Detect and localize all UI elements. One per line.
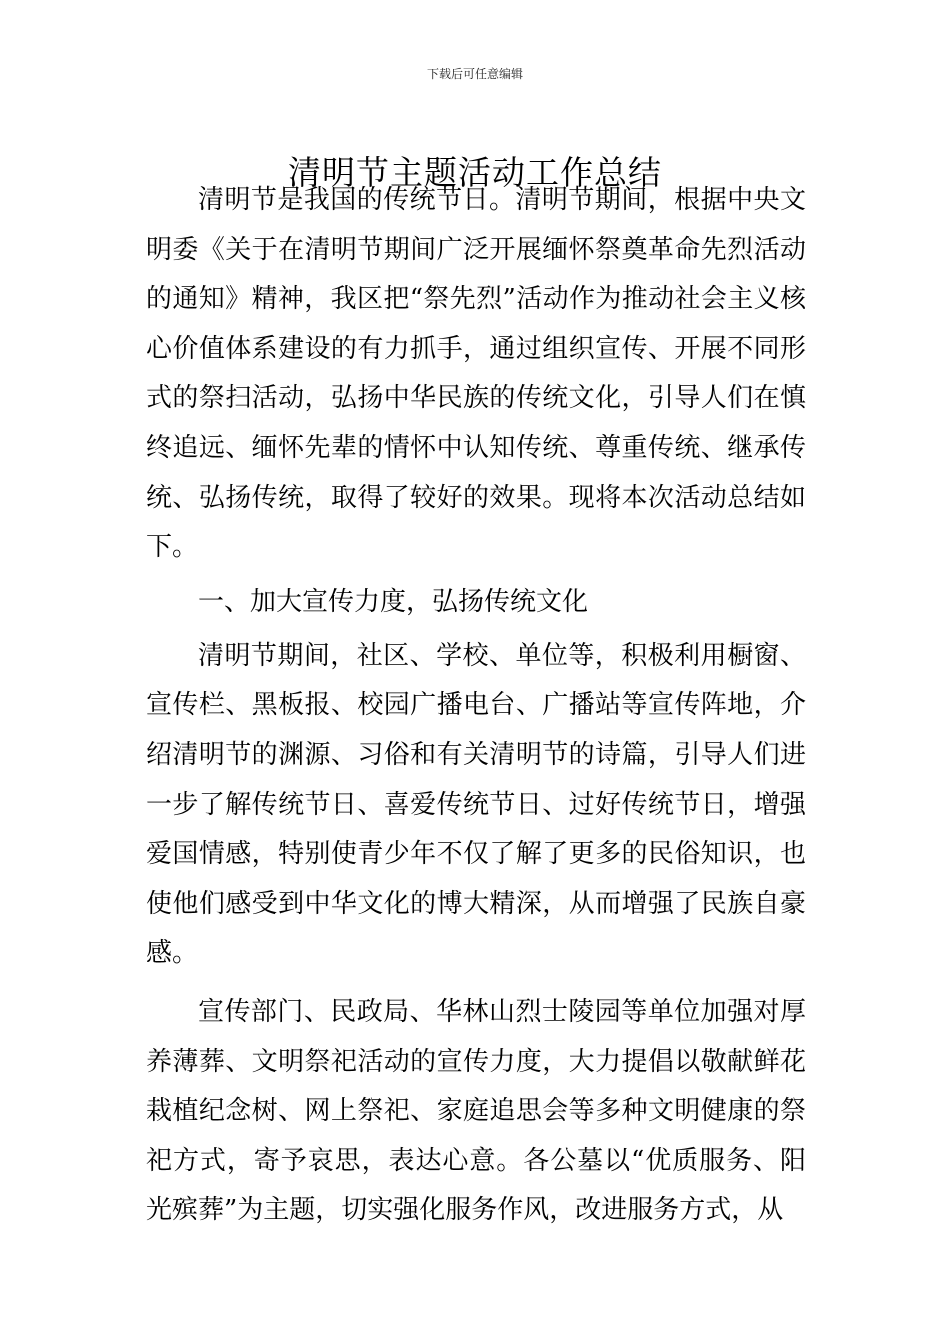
document-title: 清明节主题活动工作总结 [288,153,662,193]
paragraph-publicity: 清明节期间，社区、学校、单位等，积极利用橱窗、宣传栏、黑板报、校园广播电台、广播站等宣传阵地，介绍清明节的渊源、习俗和有关清明节的诗篇，引导人们进一步了解传统节日、喜爱传统节日、过好传统节日，增强爱国情感，特别使青少年不仅了解了更多的民俗知识，也使他们感受到中华文化的博大精深，从而增强了民族自豪感。 [146,640,806,969]
section-heading-1: 一、加大宣传力度，弘扬传统文化 [198,586,589,617]
document-body [146,176,806,1236]
page-header-note: 下载后可任意编辑 [426,67,523,81]
paragraph-civilized-sacrifice: 宣传部门、民政局、华林山烈士陵园等单位加强对厚养薄葬、文明祭祀活动的宣传力度，大力提倡以敬献鲜花栽植纪念树、网上祭祀、家庭追思会等多种文明健康的祭祀方式，寄予哀思，表达心意。各公墓以“优质服务、阳光殡葬”为主题，切实强化服务作风，改进服务方式，从 [146,996,806,1226]
paragraph-intro: 清明节是我国的传统节日。清明节期间，根据中央文明委《关于在清明节期间广泛开展缅怀祭奠革命先烈活动的通知》精神，我区把“祭先烈”活动作为推动社会主义核心价值体系建设的有力抓手，通过组织宣传、开展不同形式的祭扫活动，弘扬中华民族的传统文化，引导人们在慎终追远、缅怀先辈的情怀中认知传统、尊重传统、继承传统、弘扬传统，取得了较好的效果。现将本次活动总结如下。 [146,185,806,563]
